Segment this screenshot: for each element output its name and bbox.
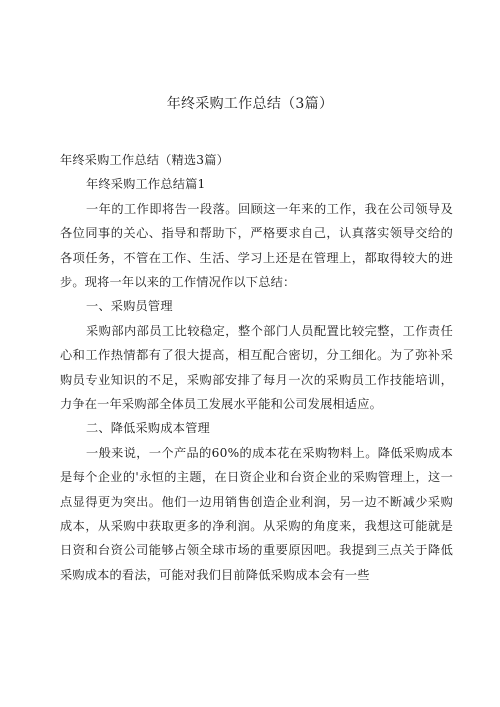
section1-paragraph: 采购部内部员工比较稳定，整个部门人员配置比较完整，工作责任心和工作热情都有了很大提高，相互配合密切，分工细化。为了弥补采购员专业知识的不足，采购部安排了每月一次的采购员工作技能培训，力争在一年采购部全体员工发展水平能和公司发展相适应。: [60, 323, 453, 412]
piece-heading: 年终采购工作总结篇1: [86, 177, 206, 192]
document-body: [60, 148, 453, 587]
document-subtitle: 年终采购工作总结（精选3篇）: [60, 153, 229, 167]
section2-paragraph: 一般来说，一个产品的60%的成本花在采购物料上。降低采购成本是每个企业的'永恒的主题，在日资企业和台资企业的采购管理上，这一点显得更为突出。他们一边用销售创造企业利润，另一边不断减少采购成本，从采购中获取更多的净利润。从采购的角度来，我想这可能就是日资和台资公司能够占领全球市场的重要原因吧。我提到三点关于降低采购成本的看法，可能对我们目前降低采购成本会有一些: [60, 445, 453, 582]
section2-heading: 二、降低采购成本管理: [86, 421, 210, 436]
intro-paragraph: 一年的工作即将告一段落。回顾这一年来的工作，我在公司领导及各位同事的关心、指导和帮助下，严格要求自己，认真落实领导交给的各项任务，不管在工作、生活、学习上还是在管理上，都取得较大的进步。现将一年以来的工作情况作以下总结：: [60, 201, 453, 289]
section1-heading: 一、采购员管理: [86, 299, 173, 314]
document-title: 年终采购工作总结（3篇）: [166, 96, 334, 112]
